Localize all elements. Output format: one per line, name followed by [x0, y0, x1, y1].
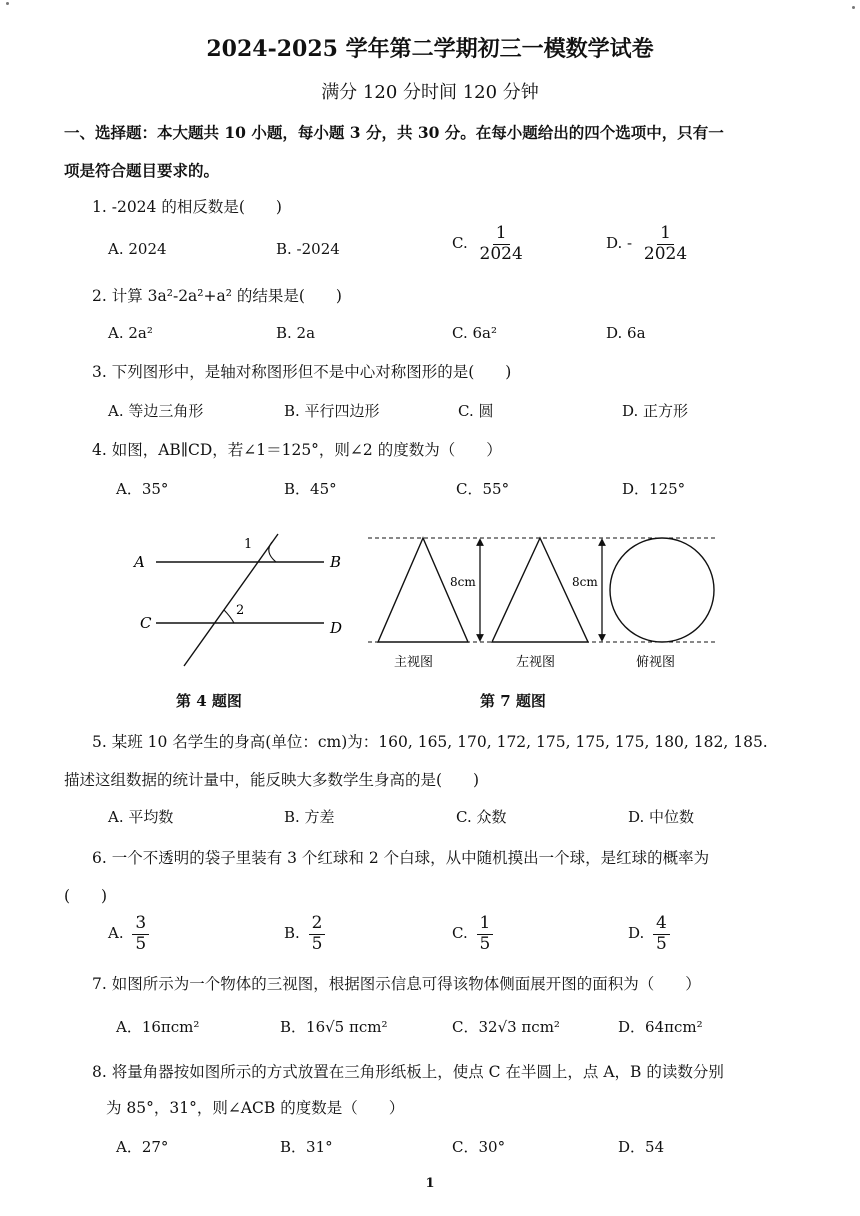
- fraction-denominator: 5: [135, 933, 147, 954]
- top-view-label: 俯视图: [636, 655, 676, 670]
- q6-option-a-fraction: [132, 914, 149, 954]
- q3-option-c: C. 圆: [458, 402, 494, 420]
- q2-option-a: A. 2a²: [108, 324, 153, 342]
- side-view-triangle: [492, 538, 588, 642]
- fraction-denominator: 5: [479, 933, 491, 954]
- q7-option-a: A．16πcm²: [116, 1018, 200, 1036]
- page-number: 1: [425, 1176, 435, 1191]
- q4-option-d: D．125°: [622, 480, 686, 498]
- question-1-stem: 1. -2024 的相反数是( ): [92, 198, 282, 216]
- transversal: [184, 534, 278, 666]
- q3-option-a: A. 等边三角形: [108, 402, 204, 420]
- q1-option-a: A. 2024: [108, 240, 167, 258]
- question-2-stem: 2. 计算 3a²-2a²+a² 的结果是( ): [92, 287, 342, 305]
- section-intro-line2: 项是符合题目要求的。: [64, 161, 220, 180]
- q6-option-c-letter: C.: [452, 924, 468, 943]
- q6-option-c-fraction: [477, 914, 494, 954]
- label-angle-2: 2: [236, 603, 245, 618]
- q6-option-d-fraction: [653, 914, 670, 954]
- q3-option-b: B. 平行四边形: [284, 402, 380, 420]
- q1-option-d-fraction: [641, 224, 690, 264]
- fraction-denominator: 2024: [643, 243, 688, 264]
- q6-option-a-letter: A.: [108, 924, 124, 943]
- fraction-numerator: 1: [657, 224, 674, 245]
- q5-option-c: C. 众数: [456, 808, 507, 826]
- label-d: D: [330, 619, 343, 637]
- section-intro-line1: 一、选择题：本大题共 10 小题，每小题 3 分，共 30 分。在每小题给出的四个选项中，只有一: [64, 123, 724, 142]
- q4-option-a: A．35°: [116, 480, 169, 498]
- q6-option-b-letter: B.: [284, 924, 300, 943]
- q8-option-b: B．31°: [280, 1138, 333, 1156]
- fraction-denominator: 2024: [479, 243, 523, 264]
- q6-option-a: [108, 914, 149, 954]
- figure-4-caption: 第 4 题图: [176, 692, 242, 710]
- q1-option-c: [452, 224, 526, 264]
- fraction-numerator: 4: [653, 914, 670, 935]
- fraction-numerator: 1: [477, 914, 494, 935]
- fraction-numerator: 2: [309, 914, 326, 935]
- exam-title: 2024-2025 学年第二学期初三一模数学试卷: [206, 36, 654, 62]
- question-5-stem: 5. 某班 10 名学生的身高(单位：cm)为：160, 165, 170, 172, 175, 175, 175, 180, 182, 185.: [92, 733, 768, 751]
- q5-option-d: D. 中位数: [628, 808, 695, 826]
- question-6-stem-line2: ( ): [64, 887, 108, 905]
- exam-subtitle: 满分 120 分时间 120 分钟: [321, 82, 539, 103]
- q7-option-d: D．64πcm²: [618, 1018, 703, 1036]
- q1-option-b: B. -2024: [276, 240, 340, 258]
- question-3-stem: 3. 下列图形中，是轴对称图形但不是中心对称图形的是( ): [92, 363, 512, 381]
- q1-option-d-letter: D. -: [606, 234, 633, 253]
- q4-option-b: B．45°: [284, 480, 337, 498]
- side-view-label: 左视图: [516, 655, 556, 670]
- q4-option-c: C．55°: [456, 480, 510, 498]
- fraction-numerator: 3: [132, 914, 149, 935]
- question-7-stem: 7. 如图所示为一个物体的三视图，根据图示信息可得该物体侧面展开图的面积为（ ）: [92, 975, 701, 993]
- figure-4-parallel-lines: [128, 528, 358, 676]
- label-a: A: [134, 553, 145, 571]
- top-view-circle: [610, 538, 714, 642]
- q2-option-b: B. 2a: [276, 324, 316, 342]
- question-8-stem-line2: 为 85°，31°，则∠ACB 的度数是（ ）: [106, 1099, 405, 1117]
- section-intro: [64, 114, 824, 190]
- question-6-stem: 6. 一个不透明的袋子里装有 3 个红球和 2 个白球，从中随机摸出一个球，是红球的概率为: [92, 849, 710, 867]
- q8-option-a: A．27°: [116, 1138, 169, 1156]
- scan-speck: [6, 2, 9, 5]
- q8-option-c: C．30°: [452, 1138, 506, 1156]
- figure-7-caption: 第 7 题图: [480, 692, 546, 710]
- q1-option-c-fraction: [477, 224, 526, 264]
- q1-option-d: [606, 224, 690, 264]
- q6-option-b: [284, 914, 325, 954]
- front-view-label: 主视图: [394, 655, 434, 670]
- label-c: C: [140, 614, 152, 632]
- angle-1-arc: [269, 542, 276, 562]
- q8-option-d: D．54: [618, 1138, 665, 1156]
- q6-option-d-letter: D.: [628, 924, 645, 943]
- figure-7-three-views: [364, 532, 724, 674]
- fraction-numerator: 1: [493, 224, 510, 245]
- angle-2-arc: [224, 610, 234, 623]
- front-height-label: 8cm: [450, 575, 476, 589]
- q2-option-c: C. 6a²: [452, 324, 497, 342]
- q6-option-b-fraction: [309, 914, 326, 954]
- question-8-stem: 8. 将量角器按如图所示的方式放置在三角形纸板上，使点 C 在半圆上，点 A，B 的读数分别: [92, 1063, 724, 1081]
- fraction-denominator: 5: [656, 933, 667, 954]
- side-height-label: 8cm: [572, 575, 598, 589]
- q3-option-d: D. 正方形: [622, 402, 689, 420]
- q6-option-c: [452, 914, 493, 954]
- label-b: B: [330, 553, 342, 571]
- label-angle-1: 1: [244, 537, 253, 552]
- q5-option-a: A. 平均数: [108, 808, 174, 826]
- question-5-stem-line2: 描述这组数据的统计量中，能反映大多数学生身高的是( ): [64, 771, 480, 789]
- q1-option-c-letter: C.: [452, 234, 468, 253]
- q5-option-b: B. 方差: [284, 808, 335, 826]
- front-view-triangle: [378, 538, 468, 642]
- q6-option-d: [628, 914, 670, 954]
- fraction-denominator: 5: [311, 933, 323, 954]
- question-4-stem: 4. 如图，AB∥CD，若∠1＝125°，则∠2 的度数为（ ）: [92, 441, 502, 459]
- q7-option-b: B．16√5 πcm²: [280, 1018, 388, 1036]
- q7-option-c: C．32√3 πcm²: [452, 1018, 560, 1036]
- q2-option-d: D. 6a: [606, 324, 646, 342]
- scan-speck: [852, 6, 855, 9]
